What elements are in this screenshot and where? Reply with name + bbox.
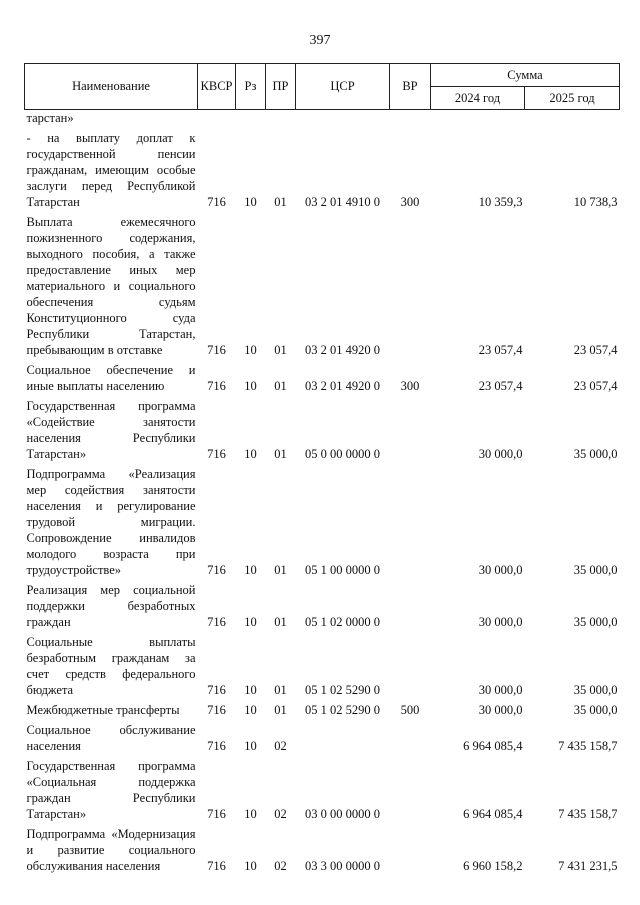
cell-2025: 7 435 158,7 <box>558 739 618 753</box>
table-row <box>25 634 620 698</box>
table-row <box>25 398 620 462</box>
table-body <box>25 110 620 875</box>
cell-pr: 02 <box>274 807 287 821</box>
table-row <box>25 214 620 358</box>
cell-vr <box>390 582 431 630</box>
cell-rz: 10 <box>244 859 257 873</box>
cell-2024 <box>431 110 525 127</box>
cell-2025: 7 431 231,5 <box>558 859 618 873</box>
cell-csr: 03 0 00 0000 0 <box>305 807 380 821</box>
cell-csr: 05 1 02 5290 0 <box>305 683 380 697</box>
cell-pr: 01 <box>274 379 287 393</box>
cell-csr <box>296 110 390 127</box>
cell-name: Социальное обеспечение и иные выплаты населению <box>26 363 196 393</box>
cell-name: Подпрограмма «Модернизация и развитие социального обслуживания населения <box>26 827 196 873</box>
cell-csr: 03 2 01 4920 0 <box>305 379 380 393</box>
cell-vr: 500 <box>400 703 420 717</box>
cell-vr <box>390 214 431 358</box>
cell-kvsr: 716 <box>207 563 226 577</box>
cell-pr: 01 <box>274 683 287 697</box>
cell-2024: 10 359,3 <box>478 195 523 209</box>
cell-name: Социальное обслуживание населения <box>26 723 196 753</box>
cell-2024: 6 960 158,2 <box>463 859 523 873</box>
table-header <box>25 64 620 110</box>
cell-kvsr: 716 <box>207 739 226 753</box>
cell-vr <box>390 758 431 822</box>
table-row <box>25 466 620 578</box>
cell-2024: 30 000,0 <box>478 703 523 717</box>
cell-name: Подпрограмма «Реализация мер содействия занятости населения и регулирование трудовой миграции. Сопровождение инвалидов молодого возраста при трудоустройстве» <box>26 467 196 577</box>
cell-csr: 05 1 00 0000 0 <box>305 563 380 577</box>
cell-pr: 02 <box>274 739 287 753</box>
cell-pr: 01 <box>274 343 287 357</box>
cell-name: Государственная программа «Социальная поддержка граждан Республики Татарстан» <box>26 759 196 821</box>
cell-2024: 30 000,0 <box>478 615 523 629</box>
header-pr: ПР <box>266 64 296 110</box>
cell-rz: 10 <box>244 807 257 821</box>
cell-csr: 03 2 01 4910 0 <box>305 195 380 209</box>
cell-csr: 05 1 02 0000 0 <box>305 615 380 629</box>
cell-csr: 05 0 00 0000 0 <box>305 447 380 461</box>
cell-rz: 10 <box>244 447 257 461</box>
cell-rz: 10 <box>244 615 257 629</box>
cell-name: - на выплату доплат к государственной пенсии гражданам, имеющим особые заслуги перед Республикой Татарстан <box>26 131 196 209</box>
cell-name: Межбюджетные трансферты <box>26 703 180 717</box>
cell-2024: 30 000,0 <box>478 447 523 461</box>
cell-kvsr: 716 <box>207 615 226 629</box>
cell-name: тарстан» <box>26 111 74 125</box>
cell-2025: 23 057,4 <box>573 343 618 357</box>
cell-rz: 10 <box>244 343 257 357</box>
cell-vr: 300 <box>400 379 420 393</box>
page-number: 397 <box>309 33 331 48</box>
cell-rz: 10 <box>244 195 257 209</box>
table-row <box>25 130 620 210</box>
cell-kvsr: 716 <box>207 447 226 461</box>
table-row <box>25 582 620 630</box>
cell-pr: 01 <box>274 563 287 577</box>
cell-vr: 300 <box>400 195 420 209</box>
cell-rz: 10 <box>244 379 257 393</box>
cell-pr: 01 <box>274 703 287 717</box>
cell-2025: 35 000,0 <box>573 447 618 461</box>
cell-2025 <box>525 110 620 127</box>
cell-rz: 10 <box>244 739 257 753</box>
budget-table <box>24 63 620 874</box>
cell-rz <box>236 110 266 127</box>
cell-rz: 10 <box>244 703 257 717</box>
cell-pr: 02 <box>274 859 287 873</box>
cell-name: Выплата ежемесячного пожизненного содержания, выходного пособия, а также предоставление иных мер материального и социального обеспечения судьям Конституционного суда Республики Татарстан, пребывающим в отставке <box>26 215 196 357</box>
cell-vr <box>390 634 431 698</box>
cell-2025: 10 738,3 <box>573 195 618 209</box>
cell-csr: 03 2 01 4920 0 <box>305 343 380 357</box>
cell-vr <box>390 722 431 754</box>
cell-2024: 23 057,4 <box>478 343 523 357</box>
cell-2024: 6 964 085,4 <box>463 739 523 753</box>
header-year-2024: 2024 год <box>431 87 525 110</box>
cell-rz: 10 <box>244 563 257 577</box>
cell-vr <box>390 466 431 578</box>
cell-vr <box>390 398 431 462</box>
cell-2025: 35 000,0 <box>573 615 618 629</box>
cell-2024: 30 000,0 <box>478 683 523 697</box>
cell-kvsr: 716 <box>207 859 226 873</box>
cell-kvsr: 716 <box>207 343 226 357</box>
cell-2024: 30 000,0 <box>478 563 523 577</box>
cell-2025: 35 000,0 <box>573 703 618 717</box>
header-kvsr: КВСР <box>198 64 236 110</box>
cell-2025: 7 435 158,7 <box>558 807 618 821</box>
cell-csr: 05 1 02 5290 0 <box>305 703 380 717</box>
cell-name: Социальные выплаты безработным гражданам за счет средств федерального бюджета <box>26 635 196 697</box>
table-row <box>25 362 620 394</box>
header-name: Наименование <box>25 64 198 110</box>
header-csr: ЦСР <box>296 64 390 110</box>
header-sum: Сумма <box>431 64 620 87</box>
cell-csr <box>296 722 390 754</box>
cell-pr: 01 <box>274 615 287 629</box>
cell-pr: 01 <box>274 447 287 461</box>
cell-2025: 35 000,0 <box>573 683 618 697</box>
cell-2024: 23 057,4 <box>478 379 523 393</box>
cell-name: Реализация мер социальной поддержки безработных граждан <box>26 583 196 629</box>
cell-kvsr: 716 <box>207 379 226 393</box>
cell-name: Государственная программа «Содействие занятости населения Республики Татарстан» <box>26 399 196 461</box>
cell-kvsr: 716 <box>207 807 226 821</box>
table-row <box>25 702 620 718</box>
cell-kvsr <box>198 110 236 127</box>
table-row <box>25 826 620 874</box>
header-vr: ВР <box>390 64 431 110</box>
header-rz: Рз <box>236 64 266 110</box>
cell-vr <box>390 826 431 874</box>
cell-pr <box>266 110 296 127</box>
table-row <box>25 722 620 754</box>
cell-2024: 6 964 085,4 <box>463 807 523 821</box>
table-row <box>25 110 620 127</box>
cell-vr <box>390 110 431 127</box>
cell-pr: 01 <box>274 195 287 209</box>
table-row <box>25 758 620 822</box>
cell-kvsr: 716 <box>207 683 226 697</box>
cell-2025: 23 057,4 <box>573 379 618 393</box>
header-year-2025: 2025 год <box>525 87 620 110</box>
cell-rz: 10 <box>244 683 257 697</box>
cell-2025: 35 000,0 <box>573 563 618 577</box>
cell-kvsr: 716 <box>207 195 226 209</box>
cell-csr: 03 3 00 0000 0 <box>305 859 380 873</box>
cell-kvsr: 716 <box>207 703 226 717</box>
